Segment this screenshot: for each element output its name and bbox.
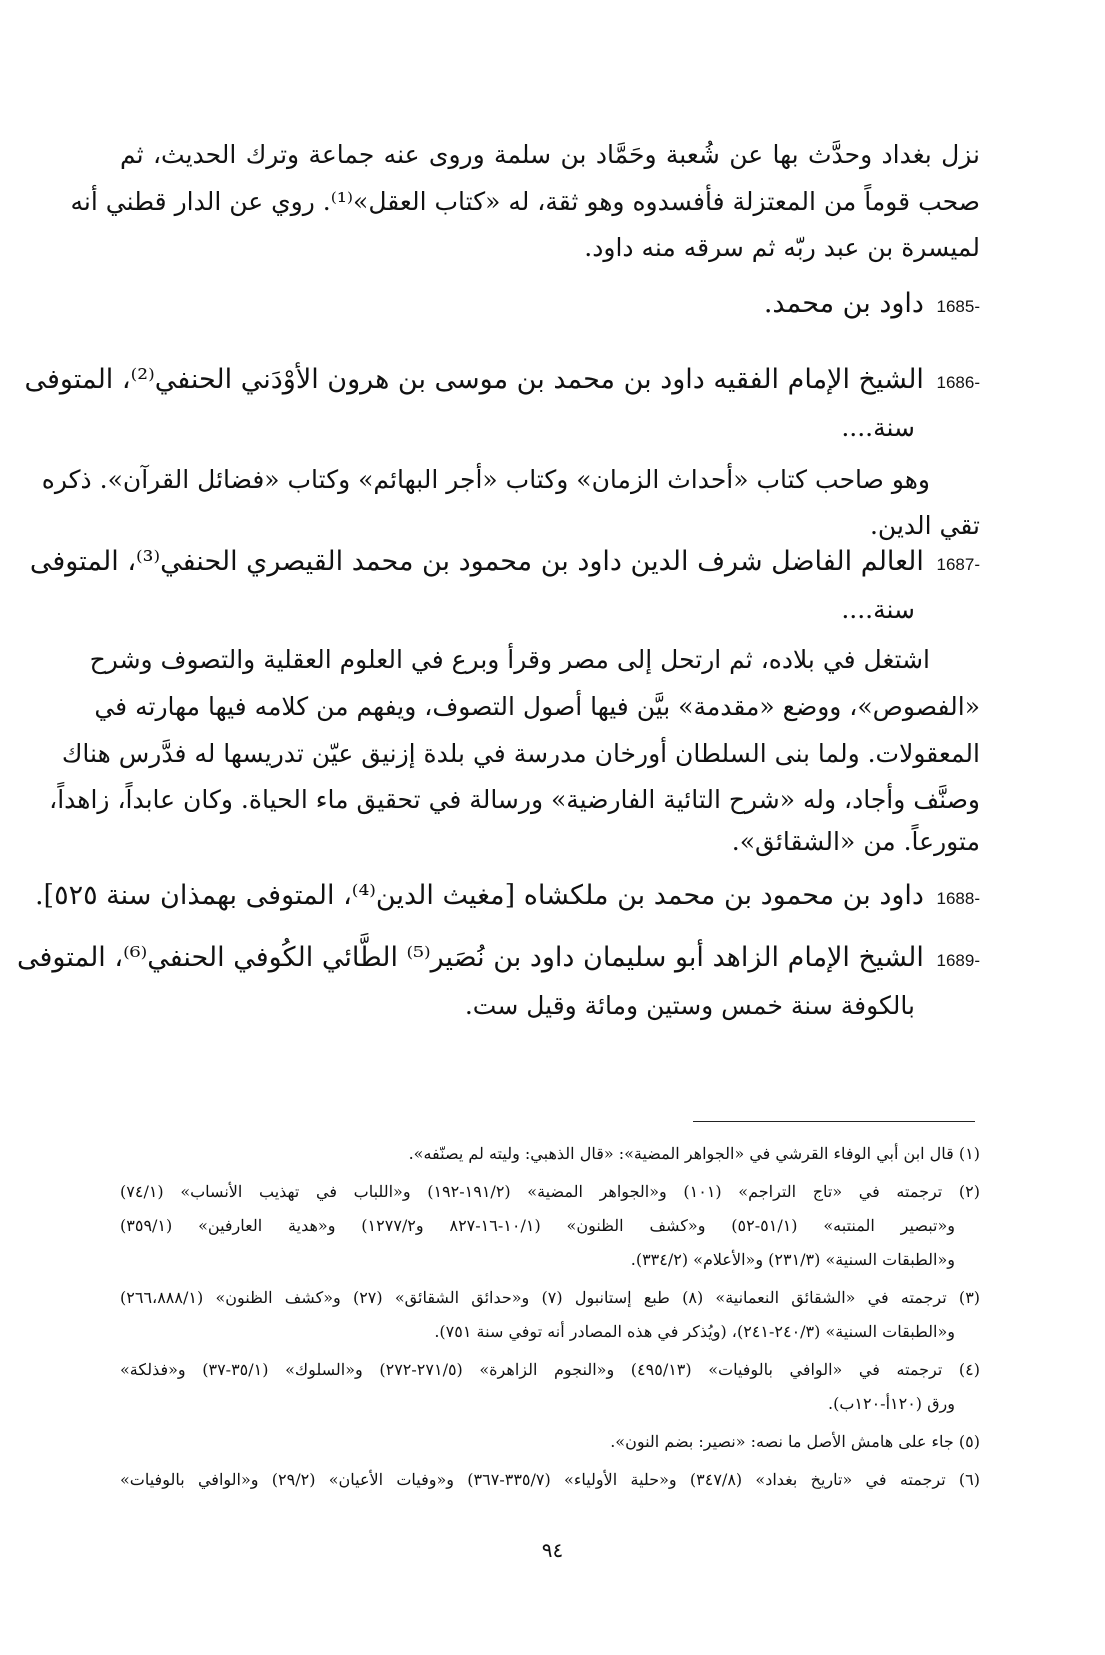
footnote-line: ورق (١٢٠أ-١٢٠ب). — [827, 1394, 955, 1413]
entry-1689 — [16, 938, 980, 981]
body-line: اشتغل في بلاده، ثم ارتحل إلى مصر وقرأ وبرع في العلوم العقلية والتصوف وشرح — [89, 645, 930, 674]
body-line: متورعاً. من «الشقائق». — [731, 827, 980, 856]
entry-continuation: سنة.... — [841, 595, 915, 624]
footnote-line: و«الطبقات السنية» (٢٤٠/٣-٢٤١)، (ويُذكر في هذه المصادر أنه توفي سنة ٧٥١). — [434, 1322, 955, 1341]
page-number: ٩٤ — [541, 1538, 564, 1562]
footnote-line: (٣) ترجمته في «الشقائق النعمانية» (٨) طبع إستانبول (٧) و«حدائق الشقائق» (٢٧) و«كشف الظنون» (٢٦٦،٨٨٨/١) — [120, 1288, 981, 1307]
entry-text: داود بن محمود بن محمد بن ملكشاه [مغيث الدين⁽⁴⁾، المتوفى بهمذان سنة ٥٢٥]. — [34, 880, 924, 911]
entry-1687 — [29, 542, 980, 585]
body-line: تقي الدين. — [869, 511, 980, 540]
entry-number: 1686- — [936, 373, 980, 392]
footnote-line: و«الطبقات السنية» (٢٣١/٣) و«الأعلام» (٣٣٤/٢). — [630, 1250, 955, 1269]
footnote-line: و«تبصير المنتبه» (٥١/١-٥٢) و«كشف الظنون» (١٠/١-١٦-٨٢٧ و١٢٧٧/٢) و«هدية العارفين» (٣٥٩/١) — [120, 1216, 955, 1235]
body-line: «الفصوص»، ووضع «مقدمة» بيَّن فيها أصول التصوف، ويفهم من كلامه فيها مهارته في — [94, 692, 980, 721]
footnote-line: (٢) ترجمته في «تاج التراجم» (١٠١) و«الجواهر المضية» (١٩١/٢-١٩٢) و«اللباب في تهذيب الأنساب» (٧٤/١) — [120, 1182, 980, 1201]
entry-1688 — [34, 876, 980, 919]
body-line: وهو صاحب كتاب «أحداث الزمان» وكتاب «أجر البهائم» وكتاب «فضائل القرآن». ذكره — [41, 465, 930, 494]
body-line: صحب قوماً من المعتزلة فأفسدوه وهو ثقة، له «كتاب العقل»⁽¹⁾. روي عن الدار قطني أنه — [70, 187, 980, 216]
entry-1685 — [120, 284, 980, 327]
footnote-line: (٦) ترجمته في «تاريخ بغداد» (٣٤٧/٨) و«حلية الأولياء» (٣٣٥/٧-٣٦٧) و«وفيات الأعيان» (٢٩/٢) و«الوافي بالوفيات» — [120, 1470, 981, 1489]
footnote-line: (١) قال ابن أبي الوفاء القرشي في «الجواهر المضية»: «قال الذهبي: وليته لم يصنّفه». — [408, 1144, 980, 1163]
entry-text: داود بن محمد. — [763, 288, 924, 319]
entry-text: العالم الفاضل شرف الدين داود بن محمود بن محمد القيصري الحنفي⁽³⁾، المتوفى — [29, 546, 924, 577]
entry-continuation: بالكوفة سنة خمس وستين ومائة وقيل ست. — [464, 991, 915, 1020]
entry-number: 1689- — [936, 951, 980, 970]
footnote-line: (٤) ترجمته في «الوافي بالوفيات» (٤٩٥/١٣) و«النجوم الزاهرة» (٢٧١/٥-٢٧٢) و«السلوك» (٣٥/١-٣٧) و«فذلكة» — [120, 1360, 981, 1379]
body-line: وصنَّف وأجاد، وله «شرح التائية الفارضية» ورسالة في تحقيق ماء الحياة. وكان عابداً، زاهداً، — [49, 785, 980, 814]
entry-continuation: سنة.... — [841, 413, 915, 442]
entry-text: الشيخ الإمام الفقيه داود بن محمد بن موسى بن هرون الأوْدَني الحنفي⁽²⁾، المتوفى — [24, 364, 924, 395]
entry-number: 1688- — [936, 889, 980, 908]
entry-number: 1685- — [936, 297, 980, 316]
body-line: المعقولات. ولما بنى السلطان أورخان مدرسة في بلدة إزنيق عيّن تدريسها له فدَّرس هناك — [61, 739, 980, 768]
footnote-separator — [693, 1121, 975, 1122]
body-line: نزل بغداد وحدَّث بها عن شُعبة وحَمَّاد بن سلمة وروى عنه جماعة وترك الحديث، ثم — [120, 140, 980, 169]
body-line: لميسرة بن عبد ربّه ثم سرقه منه داود. — [584, 233, 980, 262]
entry-1686 — [24, 360, 980, 403]
footnote-line: (٥) جاء على هامش الأصل ما نصه: «نصير: بضم النون». — [610, 1432, 980, 1451]
entry-number: 1687- — [936, 555, 980, 574]
entry-text: الشيخ الإمام الزاهد أبو سليمان داود بن نُصَير⁽⁵⁾ الطَّائي الكُوفي الحنفي⁽⁶⁾، المتوفى — [16, 942, 924, 973]
